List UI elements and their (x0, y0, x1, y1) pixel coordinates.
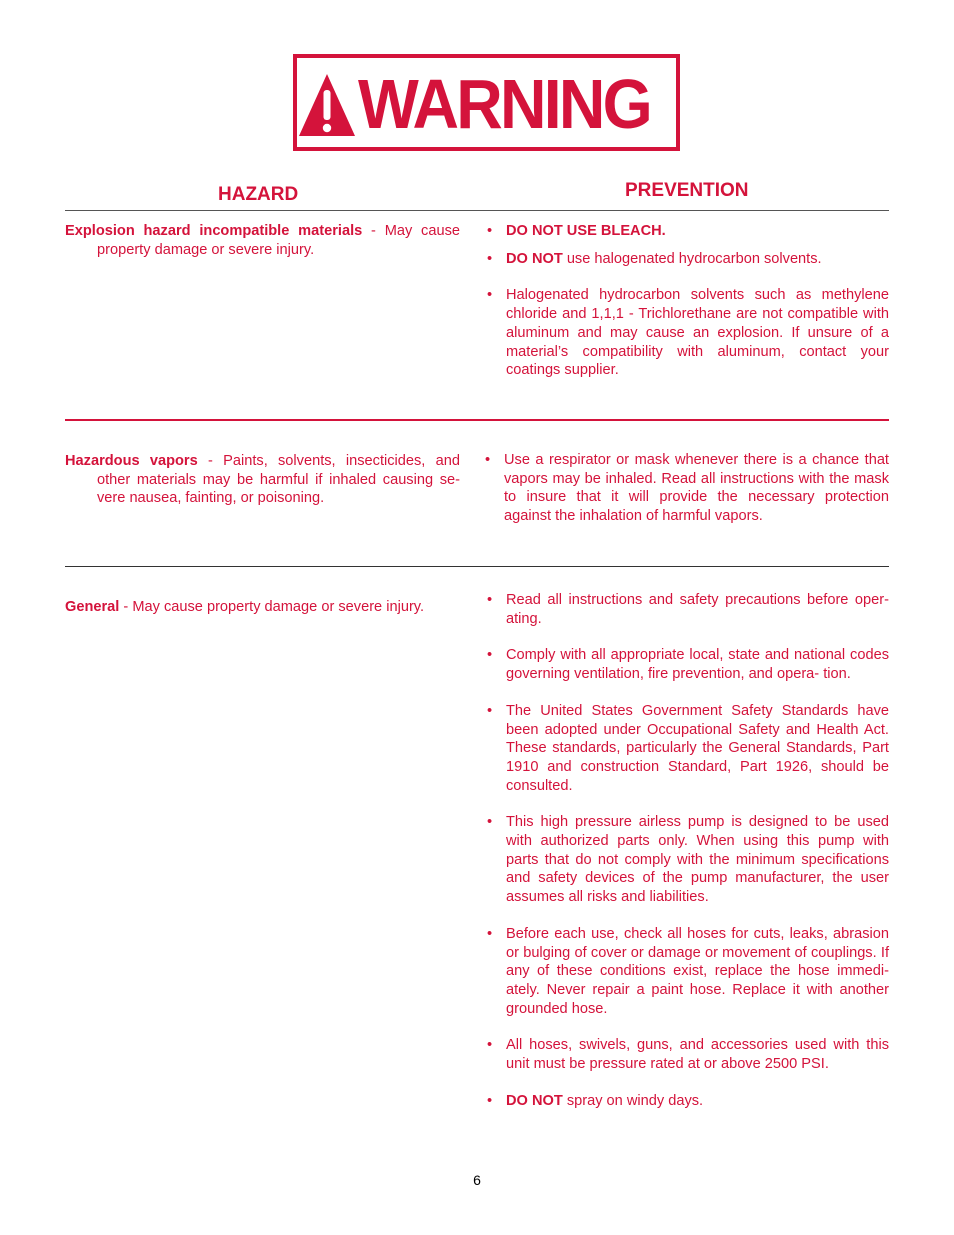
hazard-text: - May cause property damage or severe injury. (97, 223, 460, 258)
hazard-text: - May cause property damage or severe injury. (119, 599, 425, 615)
list-item: • Before each use, check all hoses for cuts, leaks, abrasion or bulging of cover or damage or movement of couplings. If any of these conditions exist, replace the hose immedi- ately. Never repair a paint hose. Replace it with another grounded hose. (487, 925, 889, 1019)
hazard-title: General (65, 599, 120, 615)
list-item: • Halogenated hydrocarbon solvents such as methylene chloride and 1,1,1 - Trichlorethane are not compatible with aluminum and may cause an explosion. If unsure of a material’s compatibility with aluminum, contact your coatings supplier. (487, 286, 889, 380)
hazard-column-header: HAZARD (218, 184, 299, 205)
list-item: • The United States Government Safety Standards have been adopted under Occupational Safety and Health Act. These standards, particularly the General Standards, Part 1910 and construction Standard, Part 1926, should be consulted. (487, 702, 889, 796)
list-item: • DO NOT use halogenated hydrocarbon solvents. (487, 250, 889, 269)
warning-banner (293, 54, 680, 151)
prevention-column-header: PREVENTION (625, 180, 749, 201)
warning-triangle-icon (298, 72, 356, 138)
list-item: • Comply with all appropriate local, state and national codes governing ventilation, fire prevention, and opera- tion. (487, 646, 889, 683)
hazard-text: - Paints, solvents, insecticides, and other materials may be harmful if inhaled causing se- vere nausea, fainting, or poisoning. (97, 453, 460, 507)
list-item: • DO NOT spray on windy days. (487, 1092, 889, 1111)
prevention-explosion (487, 222, 889, 380)
page-number: 6 (473, 1172, 481, 1188)
hazard-general (65, 598, 460, 617)
prevention-vapors (485, 451, 889, 526)
hazard-explosion (65, 222, 460, 259)
hazard-title: Hazardous vapors (65, 453, 198, 469)
list-item: • DO NOT USE BLEACH. (487, 222, 889, 241)
list-item: • All hoses, swivels, guns, and accessories used with this unit must be pressure rated at or above 2500 PSI. (487, 1036, 889, 1073)
list-item: • This high pressure airless pump is designed to be used with authorized parts only. When using this pump with parts that do not comply with the minimum specifications and safety devices of the pump manufacturer, the user assumes all risks and liabilities. (487, 813, 889, 907)
prevention-general (487, 591, 889, 1110)
list-item: • Read all instructions and safety precautions before oper- ating. (487, 591, 889, 628)
warning-title: WARNING (357, 64, 650, 143)
divider-section-1 (65, 419, 889, 421)
divider-header (65, 210, 889, 211)
hazard-vapors (65, 452, 460, 508)
list-item: • Use a respirator or mask whenever there is a chance that vapors may be inhaled. Read all instructions with the mask to insure that it will provide the necessary protection against the inhalation of harmful vapors. (485, 451, 889, 526)
hazard-title: Explosion hazard incompatible materials (65, 223, 363, 239)
divider-section-2 (65, 566, 889, 567)
